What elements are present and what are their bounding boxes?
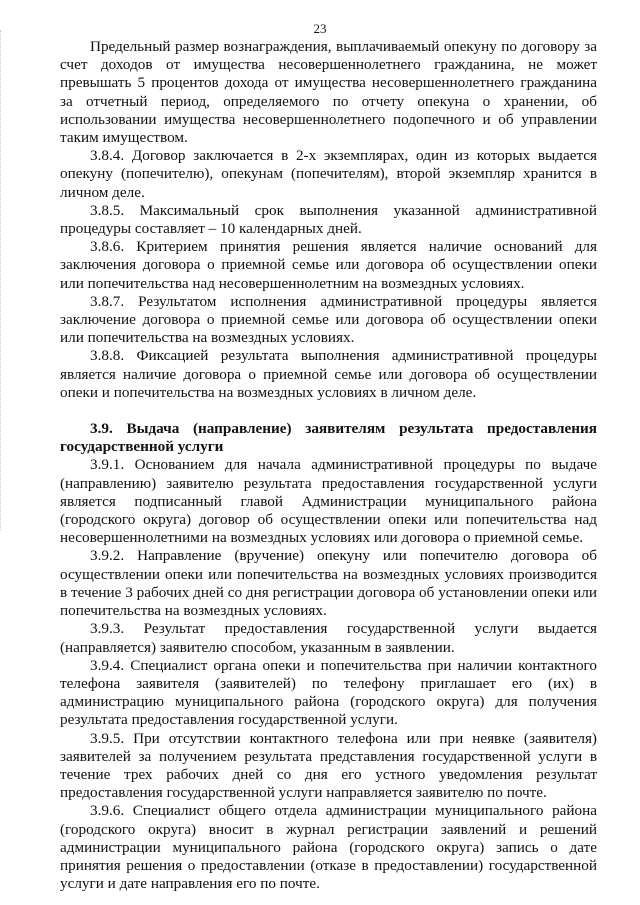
page-number: 23 xyxy=(313,21,327,36)
paragraph-3-8-5: 3.8.5. Максимальный срок выполнения указанной административной процедуры составляет – 10 календарных дней. xyxy=(60,201,597,238)
scan-margin-marks xyxy=(0,30,7,530)
page-content xyxy=(60,38,597,893)
paragraph-3-9-5: 3.9.5. При отсутствии контактного телефона или при неявке (заявителя) заявителей за получением результата представления государственной услуги в течение трех рабочих дней со дня его устного уведомления результат предоставления государственной услуги направляется заявителю по почте. xyxy=(60,729,597,802)
paragraph-3-9-3: 3.9.3. Результат предоставления государственной услуги выдается (направляется) заявителю способом, указанным в заявлении. xyxy=(60,620,597,656)
paragraph-3-9-4: 3.9.4. Специалист органа опеки и попечительства при наличии контактного телефона заявителя (заявителей) по телефону приглашает его (их) в администрацию муниципального района (городского округа) для получения результата предоставления государственной услуги. xyxy=(60,656,597,729)
paragraph-3-9-1: 3.9.1. Основанием для начала административной процедуры по выдаче (направлению) заявителю результата предоставления государственной услуги является подписанный главой Администрации муниципального района (городского округа) договор об осуществлении опеки или попечительства над несовершеннолетними на возмездных условиях или договора о приемной семье. xyxy=(60,456,597,547)
paragraph-3-8-8: 3.8.8. Фиксацией результата выполнения административной процедуры является наличие договора о приемной семье или договора об осуществлении опеки и попечительства на возмездных условиях в личном деле. xyxy=(60,347,597,401)
paragraph-3-8-6: 3.8.6. Критерием принятия решения является наличие оснований для заключения договора о приемной семье или договора об осуществлении опеки или попечительства над несовершеннолетним на возмездных условиях. xyxy=(60,238,597,292)
section-heading-3-9: 3.9. Выдача (направление) заявителям результата предоставления государственной услуги xyxy=(60,420,597,456)
paragraph-3-9-6: 3.9.6. Специалист общего отдела администрации муниципального района (городского округа) вносит в журнал регистрации заявлений и решений администрации муниципального района (городского округа) запись о дате принятия решения о предоставлении (отказе в предоставлении) государственной услуги и дате направления его по почте. xyxy=(60,802,597,893)
paragraph-3-9-2: 3.9.2. Направление (вручение) опекуну или попечителю договора об осуществлении опеки или попечительства на возмездных условиях производится в течение 3 рабочих дней со дня регистрации договора об установлении опеки или попечительства на возмездных условиях. xyxy=(60,547,597,620)
paragraph-3-8-4: 3.8.4. Договор заключается в 2-х экземплярах, один из которых выдается опекуну (попечителю), опекунам (попечителям), второй экземпляр хранится в личном деле. xyxy=(60,147,597,201)
paragraph-3-8-7: 3.8.7. Результатом исполнения административной процедуры является заключение договора о приемной семье или договора об осуществлении опеки или попечительства на возмездных условиях. xyxy=(60,292,597,347)
section-spacer xyxy=(60,402,597,420)
paragraph-remuneration-limit: Предельный размер вознаграждения, выплачиваемый опекуну по договору за счет доходов от имущества несовершеннолетнего гражданина, не может превышать 5 процентов дохода от имущества несовершеннолетнего гражданина за отчетный период, определяемого по отчету опекуна о хранении, об использовании имущества несовершеннолетнего подопечного и об управлении таким имуществом. xyxy=(60,38,597,147)
